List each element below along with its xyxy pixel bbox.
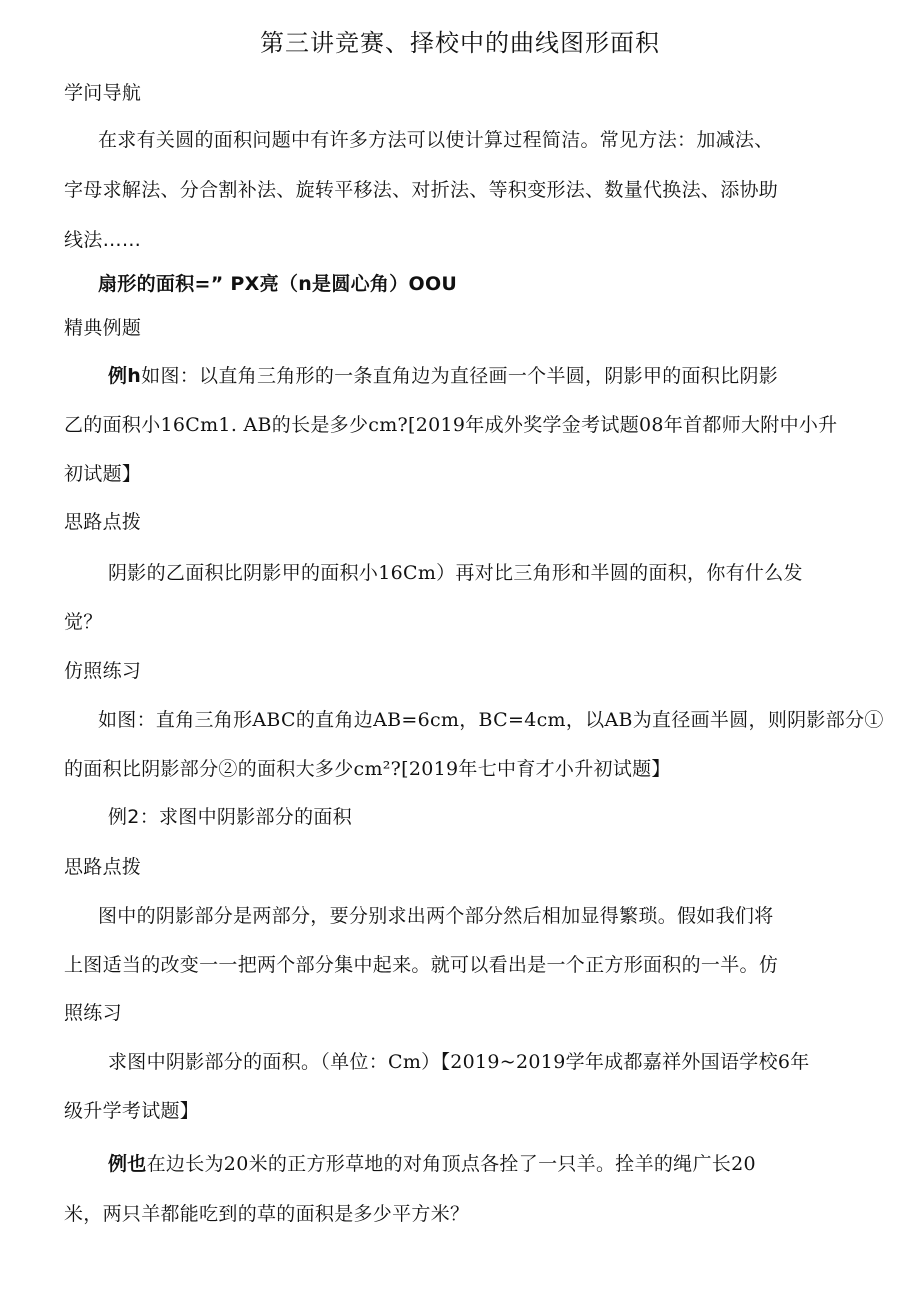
hint-1-line-2: 觉？ — [64, 611, 103, 633]
practice-1-heading: 仿照练习 — [64, 660, 142, 682]
hint-2-heading: 思路点拨 — [64, 856, 142, 878]
example-3-line-1 — [108, 1150, 756, 1178]
example-1-label: 例h — [108, 365, 142, 387]
example-1-text: 如图：以直角三角形的一条直角边为直径画一个半圆，阴影甲的面积比阴影 — [141, 365, 779, 387]
examples-heading: 精典例题 — [64, 317, 142, 339]
example-1-line-2: 乙的面积小16Cm1. AB的长是多少cm?[2019年成外奖学金考试题08年首都师大附中小升 — [64, 414, 838, 436]
hint-2-line-2 — [64, 951, 778, 979]
example-3-text: 在边长为20米的正方形草地的对角顶点各拴了一只羊。拴羊的绳广长20 — [146, 1153, 756, 1175]
example-3-line-2: 米，两只羊都能吃到的草的面积是多少平方米？ — [64, 1203, 470, 1225]
guide-paragraph-line-2: 字母求解法、分合割补法、旋转平移法、对折法、等积变形法、数量代换法、添协助 — [64, 179, 779, 201]
guide-paragraph-line-1 — [98, 126, 774, 154]
hint-1-heading: 思路点拨 — [64, 511, 142, 533]
example-1-line-1 — [108, 362, 778, 390]
sector-area-formula: 扇形的面积=” PX亮（n是圆心角）OOU — [98, 273, 458, 295]
example-1-line-3: 初试题】 — [64, 463, 142, 485]
hint-2-text: 上图适当的改变一一把两个部分集中起来。就可以看出是一个正方形面积的一半。 — [64, 954, 759, 976]
guide-text: 在求有关圆的面积问题中有许多方法可以使计算过程简洁。常见方法： — [98, 129, 697, 151]
page-title: 第三讲竞赛、择校中的曲线图形面积 — [260, 29, 660, 57]
example-2: 例2：求图中阴影部分的面积 — [108, 806, 352, 828]
example-3-label: 例也 — [108, 1153, 147, 1175]
hint-2-line-1: 图中的阴影部分是两部分，要分别求出两个部分然后相加显得繁琐。假如我们将 — [98, 905, 774, 927]
hint-1-line-1: 阴影的乙面积比阴影甲的面积小16Cm）再对比三角形和半圆的面积，你有什么发 — [108, 562, 803, 584]
guide-method-emphasis: 加减法、 — [696, 129, 774, 151]
practice-2-line-2: 级升学考试题】 — [64, 1100, 200, 1122]
practice-2-heading-start: 仿 — [758, 954, 779, 976]
guide-heading: 学问导航 — [64, 82, 142, 104]
practice-2-line-1: 求图中阴影部分的面积。（单位：Cm）【2019~2019学年成都嘉祥外国语学校6年 — [108, 1051, 810, 1073]
practice-1-line-2: 的面积比阴影部分②的面积大多少cm²?[2019年七中育才小升初试题】 — [64, 758, 671, 780]
guide-paragraph-line-3: 线法…… — [64, 229, 142, 251]
practice-2-heading: 照练习 — [64, 1002, 122, 1024]
practice-1-line-1: 如图：直角三角形ABC的直角边AB=6cm，BC=4cm，以AB为直径画半圆，则阴影部分① — [98, 709, 884, 731]
